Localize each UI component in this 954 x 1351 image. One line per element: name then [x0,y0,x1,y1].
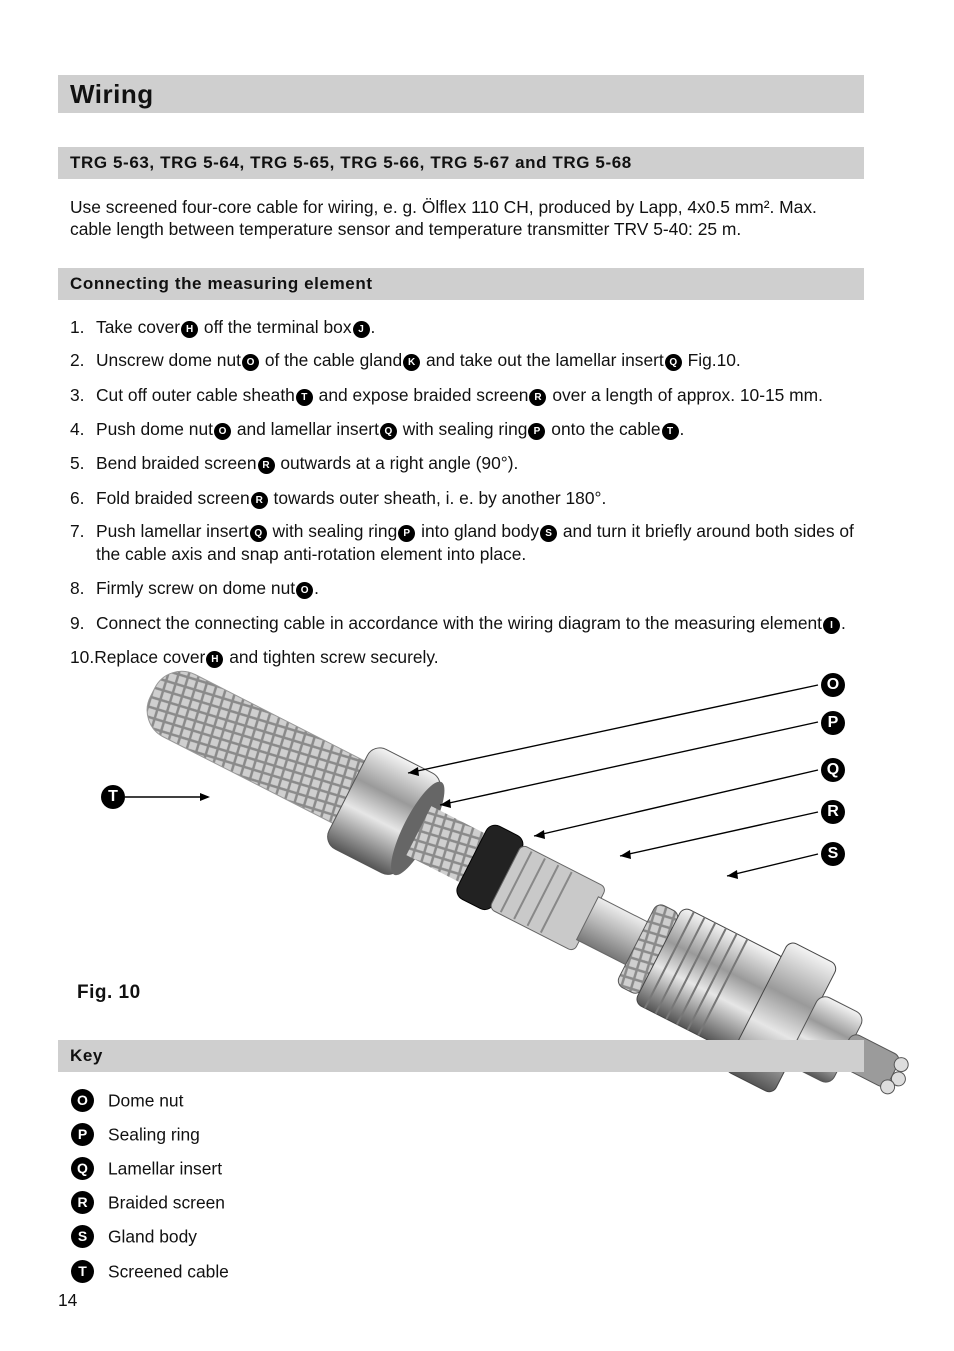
step-text: . [314,578,319,598]
step-number: 2. [70,350,85,370]
key-letter-badge: Q [71,1157,94,1180]
reference-badge: H [206,651,223,668]
reference-badge: Q [250,525,267,542]
reference-badge: O [214,423,231,440]
key-description: Dome nut [108,1090,184,1111]
intro-paragraph: Use screened four-core cable for wiring, e. g. Ölflex 110 CH, produced by Lapp, 4x0.5 mm². Max. cable length between temperature sensor and temperature transmitter TRV 5-40: 25 m. [70,197,817,239]
reference-badge: J [353,321,370,338]
step-text: Fig.10. [682,350,741,370]
callout-s: S [821,842,845,866]
step-text: Fold braided screen [96,488,250,508]
key-letter-badge: R [71,1191,94,1214]
step-text: of the cable gland [259,350,403,370]
step-text: towards outer sheath, i. e. by another 180°. [268,488,607,508]
key-item [71,1087,183,1111]
key-letter-badge: T [71,1260,94,1283]
step-text: with sealing ring [267,521,398,541]
step-text: off the terminal box [199,317,352,337]
step-text: outwards at a right angle (90°). [275,453,519,473]
step-text: Cut off outer cable sheath [96,385,295,405]
step-text: Firmly screw on dome nut [96,578,296,598]
step-number: 5. [70,453,85,473]
callout-p: P [821,711,845,735]
connecting-heading: Connecting the measuring element [58,268,864,300]
step-text: . [841,613,846,633]
reference-badge: Q [665,354,682,371]
step-number: 7. [70,521,85,541]
reference-badge: R [251,492,268,509]
key-heading: Key [58,1040,864,1072]
step-text: Replace cover [94,647,206,667]
reference-badge: R [258,457,275,474]
figure-label: Fig. 10 [77,982,141,1003]
reference-badge: T [296,389,313,406]
callout-q: Q [821,758,845,782]
step-text: Push lamellar insert [96,521,249,541]
key-item [71,1121,200,1145]
step-text: Unscrew dome nut [96,350,241,370]
reference-badge: O [296,582,313,599]
reference-badge: T [662,423,679,440]
reference-badge: P [398,525,415,542]
step-number: 4. [70,419,85,439]
key-description: Braided screen [108,1192,225,1213]
page-number: 14 [58,1290,78,1310]
key-letter-badge: O [71,1089,94,1112]
key-item [71,1223,197,1247]
reference-badge: Q [380,423,397,440]
reference-badge: O [242,354,259,371]
step-text: . [370,317,376,337]
key-description: Gland body [108,1226,197,1247]
step-text: and turn it briefly around both sides of [558,521,854,541]
step-number: 6. [70,488,85,508]
step-text: and tighten screw securely. [224,647,439,667]
reference-badge: H [181,321,198,338]
reference-badge: I [823,617,840,634]
reference-badge: S [540,525,557,542]
step-number: 1. [70,317,85,337]
step-text: and lamellar insert [231,419,379,439]
step-text: . [679,419,685,439]
step-text: Push dome nut [96,419,213,439]
step-text: Bend braided screen [96,453,257,473]
step-text: and expose braided screen [313,385,529,405]
callout-r: R [821,800,845,824]
key-letter-badge: S [71,1225,94,1248]
step-text: with sealing ring [397,419,528,439]
key-item [71,1258,229,1282]
step-text: into gland body [416,521,540,541]
key-description: Sealing ring [108,1124,200,1145]
step-text: over a length of approx. 10-15 mm. [547,385,823,405]
key-item [71,1189,225,1213]
key-item [71,1155,222,1179]
callout-t: T [101,785,125,809]
step-text: and take out the lamellar insert [421,350,664,370]
callout-o: O [821,673,845,697]
key-description: Lamellar insert [108,1158,223,1179]
section-title: Wiring [58,75,864,113]
step-text: Take cover [96,317,181,337]
key-description: Screened cable [108,1261,229,1282]
step-number: 9. [70,613,85,633]
key-letter-badge: P [71,1123,94,1146]
reference-badge: K [403,354,420,371]
models-heading: TRG 5-63, TRG 5-64, TRG 5-65, TRG 5-66, TRG 5-67 and TRG 5-68 [58,147,864,179]
reference-badge: P [528,423,545,440]
reference-badge: R [529,389,546,406]
step-text: onto the cable [546,419,661,439]
step-text-continued: the cable axis and snap anti-rotation element into place. [96,544,527,564]
step-number: 3. [70,385,85,405]
step-number: 10. [70,647,95,667]
step-text: Connect the connecting cable in accordance with the wiring diagram to the measuring element [96,613,822,633]
step-number: 8. [70,578,85,598]
